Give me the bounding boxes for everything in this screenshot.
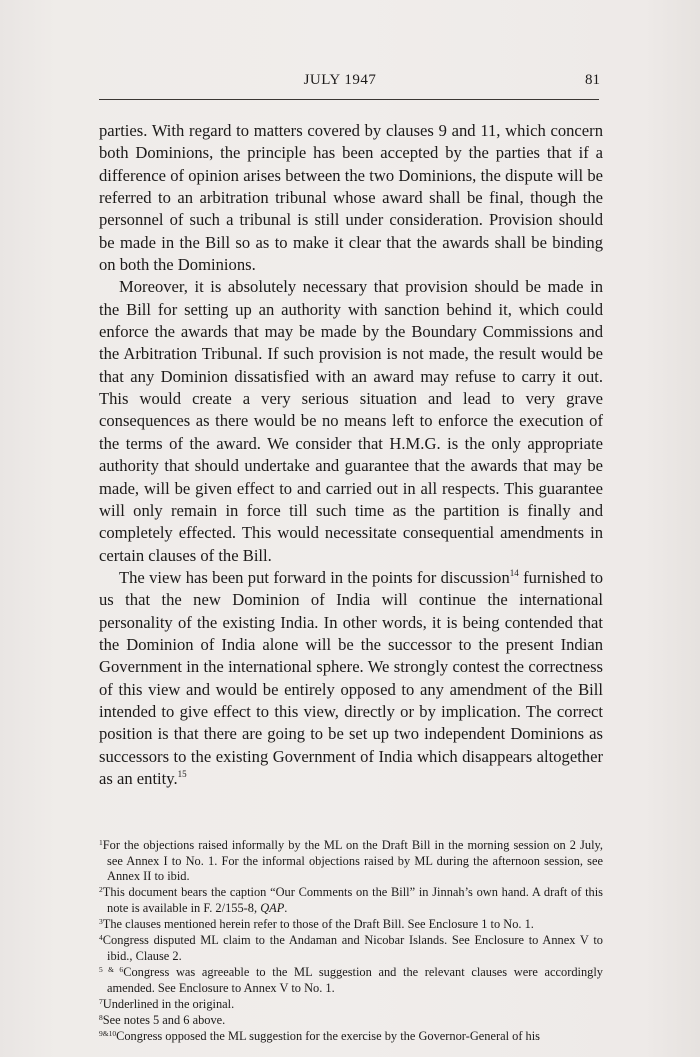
footnote-mark: 2 xyxy=(99,885,103,895)
footnote-mark: 3 xyxy=(99,917,103,927)
paragraph-3-part-a: The view has been put forward in the points for discussion xyxy=(119,567,510,587)
body-text xyxy=(99,120,603,790)
footnote-text: The clauses mentioned herein refer to those of the Draft Bill. See Enclosure 1 to No. 1. xyxy=(102,917,534,932)
footnote xyxy=(99,933,603,964)
footnote-mark: 5 & 6 xyxy=(99,965,124,975)
footnote-text-end: . xyxy=(284,900,288,915)
footnote-mark: 8 xyxy=(99,1013,103,1023)
footnote-text: This document bears the caption “Our Comments on the Bill” in Jinnah’s own hand. A draft of this note is available in F. 2/155-8, xyxy=(102,885,603,915)
footnote-ref-15: 15 xyxy=(177,768,187,779)
footnote-text: See notes 5 and 6 above. xyxy=(102,1013,226,1028)
footnote-mark: 1 xyxy=(99,838,103,847)
paragraph-3 xyxy=(99,567,603,790)
footnote-text: Underlined in the original. xyxy=(102,996,235,1011)
footnote-text: Congress opposed the ML suggestion for the exercise by the Governor-General of his xyxy=(116,1029,541,1044)
footnote xyxy=(99,917,603,933)
footnote-mark: 7 xyxy=(99,996,103,1006)
footnote-text: Congress disputed ML claim to the Andaman and Nicobar Islands. See Enclosure to Annex V to ibid., Clause 2. xyxy=(102,933,603,963)
footnote-mark: 9&10 xyxy=(99,1029,117,1039)
footnote xyxy=(99,997,603,1013)
header-rule xyxy=(99,99,599,100)
paragraph-1: parties. With regard to matters covered by clauses 9 and 11, which concern both Dominions, the principle has been accepted by the parties that if a difference of opinion arises between the two Dominions, the dispute will be referred to an arbitration tribunal whose award shall be final, though the personnel of such a tribunal is still under consideration. Provision should be made in the Bill so as to make it clear that the awards shall be binding on both the Dominions. xyxy=(99,121,603,275)
footnote xyxy=(99,965,603,996)
footnote xyxy=(99,838,603,885)
footnote-ref-14: 14 xyxy=(509,567,519,578)
footnotes xyxy=(99,838,603,1045)
footnote xyxy=(99,885,603,916)
footnote-italic: QAP xyxy=(260,900,285,915)
paragraph-3-part-b: furnished to us that the new Dominion of India will continue the international personality of the existing India. In other words, it is being contended that the Dominion of India alone will be the successor to the present Indian Government in the international sphere. We strongly contest the correctness of this view and would be entirely opposed to any amendment of the Bill intended to give effect to this view, directly or by implication. The correct position is that there are going to be set up two independent Dominions as successors to the existing Government of India which disappears altogether as an entity. xyxy=(99,567,603,788)
page-number: 81 xyxy=(585,72,600,88)
footnote-text: Congress was agreeable to the ML suggestion and the relevant clauses were accordingly amended. See Enclosure to Annex V to No. 1. xyxy=(107,965,603,995)
footnote xyxy=(99,1013,603,1029)
running-header-title: JULY 1947 xyxy=(303,72,377,88)
footnote xyxy=(99,1029,603,1045)
footnote-text: For the objections raised informally by the ML on the Draft Bill in the morning session on 2 July, see Annex I to No. 1. For the informal objections raised by ML during the afternoon session, see Annex II to ibid. xyxy=(102,838,603,884)
footnote-mark: 4 xyxy=(99,933,103,943)
paragraph-2: Moreover, it is absolutely necessary that provision should be made in the Bill for setting up an authority with sanction behind it, which could enforce the awards that may be made by the Boundary Commissions and the Arbitration Tribunal. If such provision is not made, the result would be that any Dominion dissatisfied with an award may refuse to carry it out. This would create a very serious situation and lead to very grave consequences as there would be no means left to enforce the execution of the terms of the award. We consider that H.M.G. is the only appropriate authority that should undertake and guarantee that the awards that may be made, will be given effect to and carried out in all respects. This guarantee will only remain in force till such time as the partition is finally and completely effected. This would necessitate consequential amendments in certain clauses of the Bill. xyxy=(99,277,603,565)
